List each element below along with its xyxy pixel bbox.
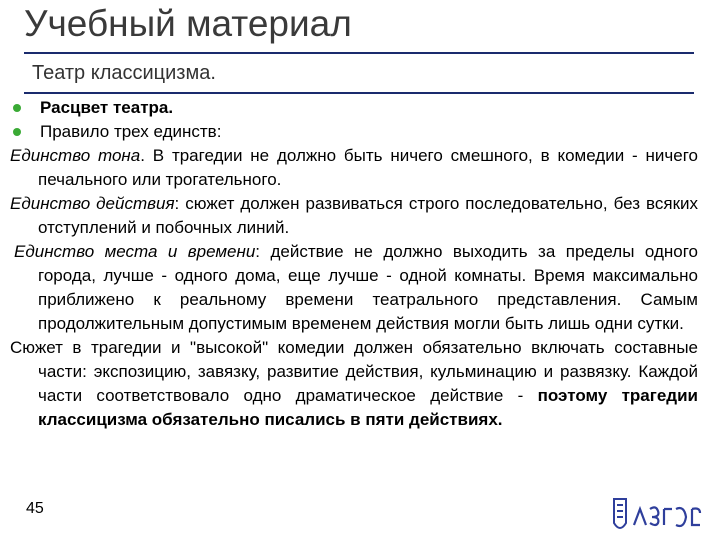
plot-paragraph	[10, 336, 698, 432]
slide-title: Учебный материал	[24, 3, 352, 44]
bullet-item	[10, 120, 698, 144]
slide-content	[10, 96, 698, 432]
unity-action-paragraph	[10, 192, 698, 240]
unity-tone-text: . В трагедии не должно быть ничего смешного, в комедии - ничего печального или трогательного.	[38, 146, 698, 189]
university-logo	[608, 495, 708, 537]
unity-tone-label: Единство тона	[10, 146, 141, 165]
title-divider	[24, 52, 694, 54]
unity-action-text: : сюжет должен развиваться строго последовательно, без всяких отступлений и побочных линий.	[38, 194, 699, 237]
unity-action-label: Единство действия	[10, 194, 175, 213]
bullet-text: Расцвет театра.	[40, 98, 174, 117]
unity-place-text: : действие не должно выходить за пределы одного города, лучше - одного дома, еще лучше - одной комнаты. Время максимально приближено к реальному времени театрального представления. Самым продолжительным допустимым временем действия могли быть лишь одни сутки.	[38, 242, 698, 333]
plot-bold-text: поэтому трагедии классицизма обязательно писались в пяти действиях.	[38, 386, 698, 429]
bullet-dot-icon	[13, 128, 21, 136]
unity-place-label: Единство места и времени	[14, 242, 256, 261]
subtitle-divider	[24, 92, 694, 94]
page-number: 45	[26, 500, 44, 517]
slide-subtitle: Театр классицизма.	[32, 62, 216, 84]
logo-emblem-icon	[614, 499, 626, 528]
unity-place-paragraph	[10, 240, 698, 336]
logo-wordmark-icon	[634, 507, 700, 526]
bullet-text: Правило трех единств:	[40, 122, 222, 141]
unity-tone-paragraph	[10, 144, 698, 192]
bullet-item	[10, 96, 698, 120]
bullet-dot-icon	[13, 104, 21, 112]
plot-text: Сюжет в трагедии и "высокой" комедии должен обязательно включать составные части: экспозицию, завязку, развитие действия, кульминацию и развязку. Каждой части соответствовало одно драматическое действие -	[10, 338, 698, 405]
